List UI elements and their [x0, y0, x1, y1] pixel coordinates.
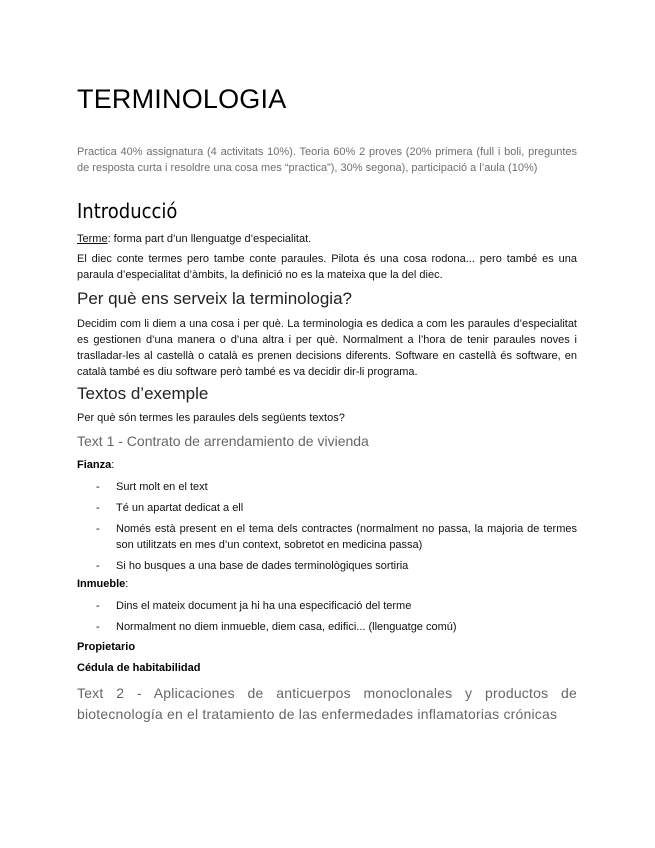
list-item: - Dins el mateix document ja hi ha una especificació del terme [96, 600, 412, 612]
heading-textos-exemple: Textos d’exemple [77, 384, 209, 403]
label-fianza: Fianza: [77, 459, 115, 471]
label-propietario: Propietario [77, 641, 136, 653]
list-item: - Només està present en el tema dels contractes (normalment no passa, la majoria de termes son utilitzats en mes d’un context, sobretot en medicina passa) [96, 523, 577, 551]
heading-introduccio: Introducció [77, 199, 178, 223]
examples-question: Per què són termes les paraules dels següents textos? [77, 412, 345, 424]
list-item: - Surt molt en el text [96, 481, 208, 493]
intro-paragraph: El diec conte termes pero tambe conte paraules. Pilota és una cosa rodona... pero també es una paraula d’especialitat d’àmbits, la definició no es la mateixa que la del diec. [77, 253, 577, 281]
label-cedula: Cédula de habitabilidad [77, 662, 201, 674]
heading-text-2: Text 2 - Aplicaciones de anticuerpos monoclonales y productos de biotecnología en el tratamiento de las enfermedades inflamatorias crónicas [77, 685, 577, 722]
heading-text-1: Text 1 - Contrato de arrendamiento de vivienda [77, 433, 369, 449]
fianza-list [77, 479, 577, 579]
term-label: Terme [77, 233, 108, 245]
list-item: - Té un apartat dedicat a ell [96, 502, 244, 514]
list-item: - Si ho busques a una base de dades terminològiques sortiria [96, 560, 409, 572]
label-inmueble: Inmueble: [77, 578, 129, 590]
why-paragraph: Decidim com li diem a una cosa i per què. La terminologia es dedica a com les paraules d’especialitat es gestionen d’una manera o d’una altra i per què. Normalment a l’hora de tenir paraules noves i traslladar-les al castellà o català es prenen decisions diferents. Software en castellà és software, en català també es diu software però també es va decidir dir-li programa. [77, 318, 577, 378]
heading-per-que: Per què ens serveix la terminologia? [77, 289, 352, 308]
term-definition [77, 231, 577, 247]
term-text: : forma part d’un llenguatge d’especialitat. [107, 233, 312, 245]
list-item: - Normalment no diem inmueble, diem casa, edifici... (llenguatge comú) [96, 621, 457, 633]
inmueble-list [77, 598, 577, 640]
inmueble-label: Inmueble [77, 578, 126, 590]
course-info: Practica 40% assignatura (4 activitats 10%). Teoria 60% 2 proves (20% primera (full i boli, preguntes de resposta curta i resoldre una cosa mes “practica”), 30% segona), participació a l’aula (10%) [77, 146, 577, 174]
document-title: TERMINOLOGIA [77, 84, 287, 114]
fianza-label: Fianza [77, 459, 112, 471]
